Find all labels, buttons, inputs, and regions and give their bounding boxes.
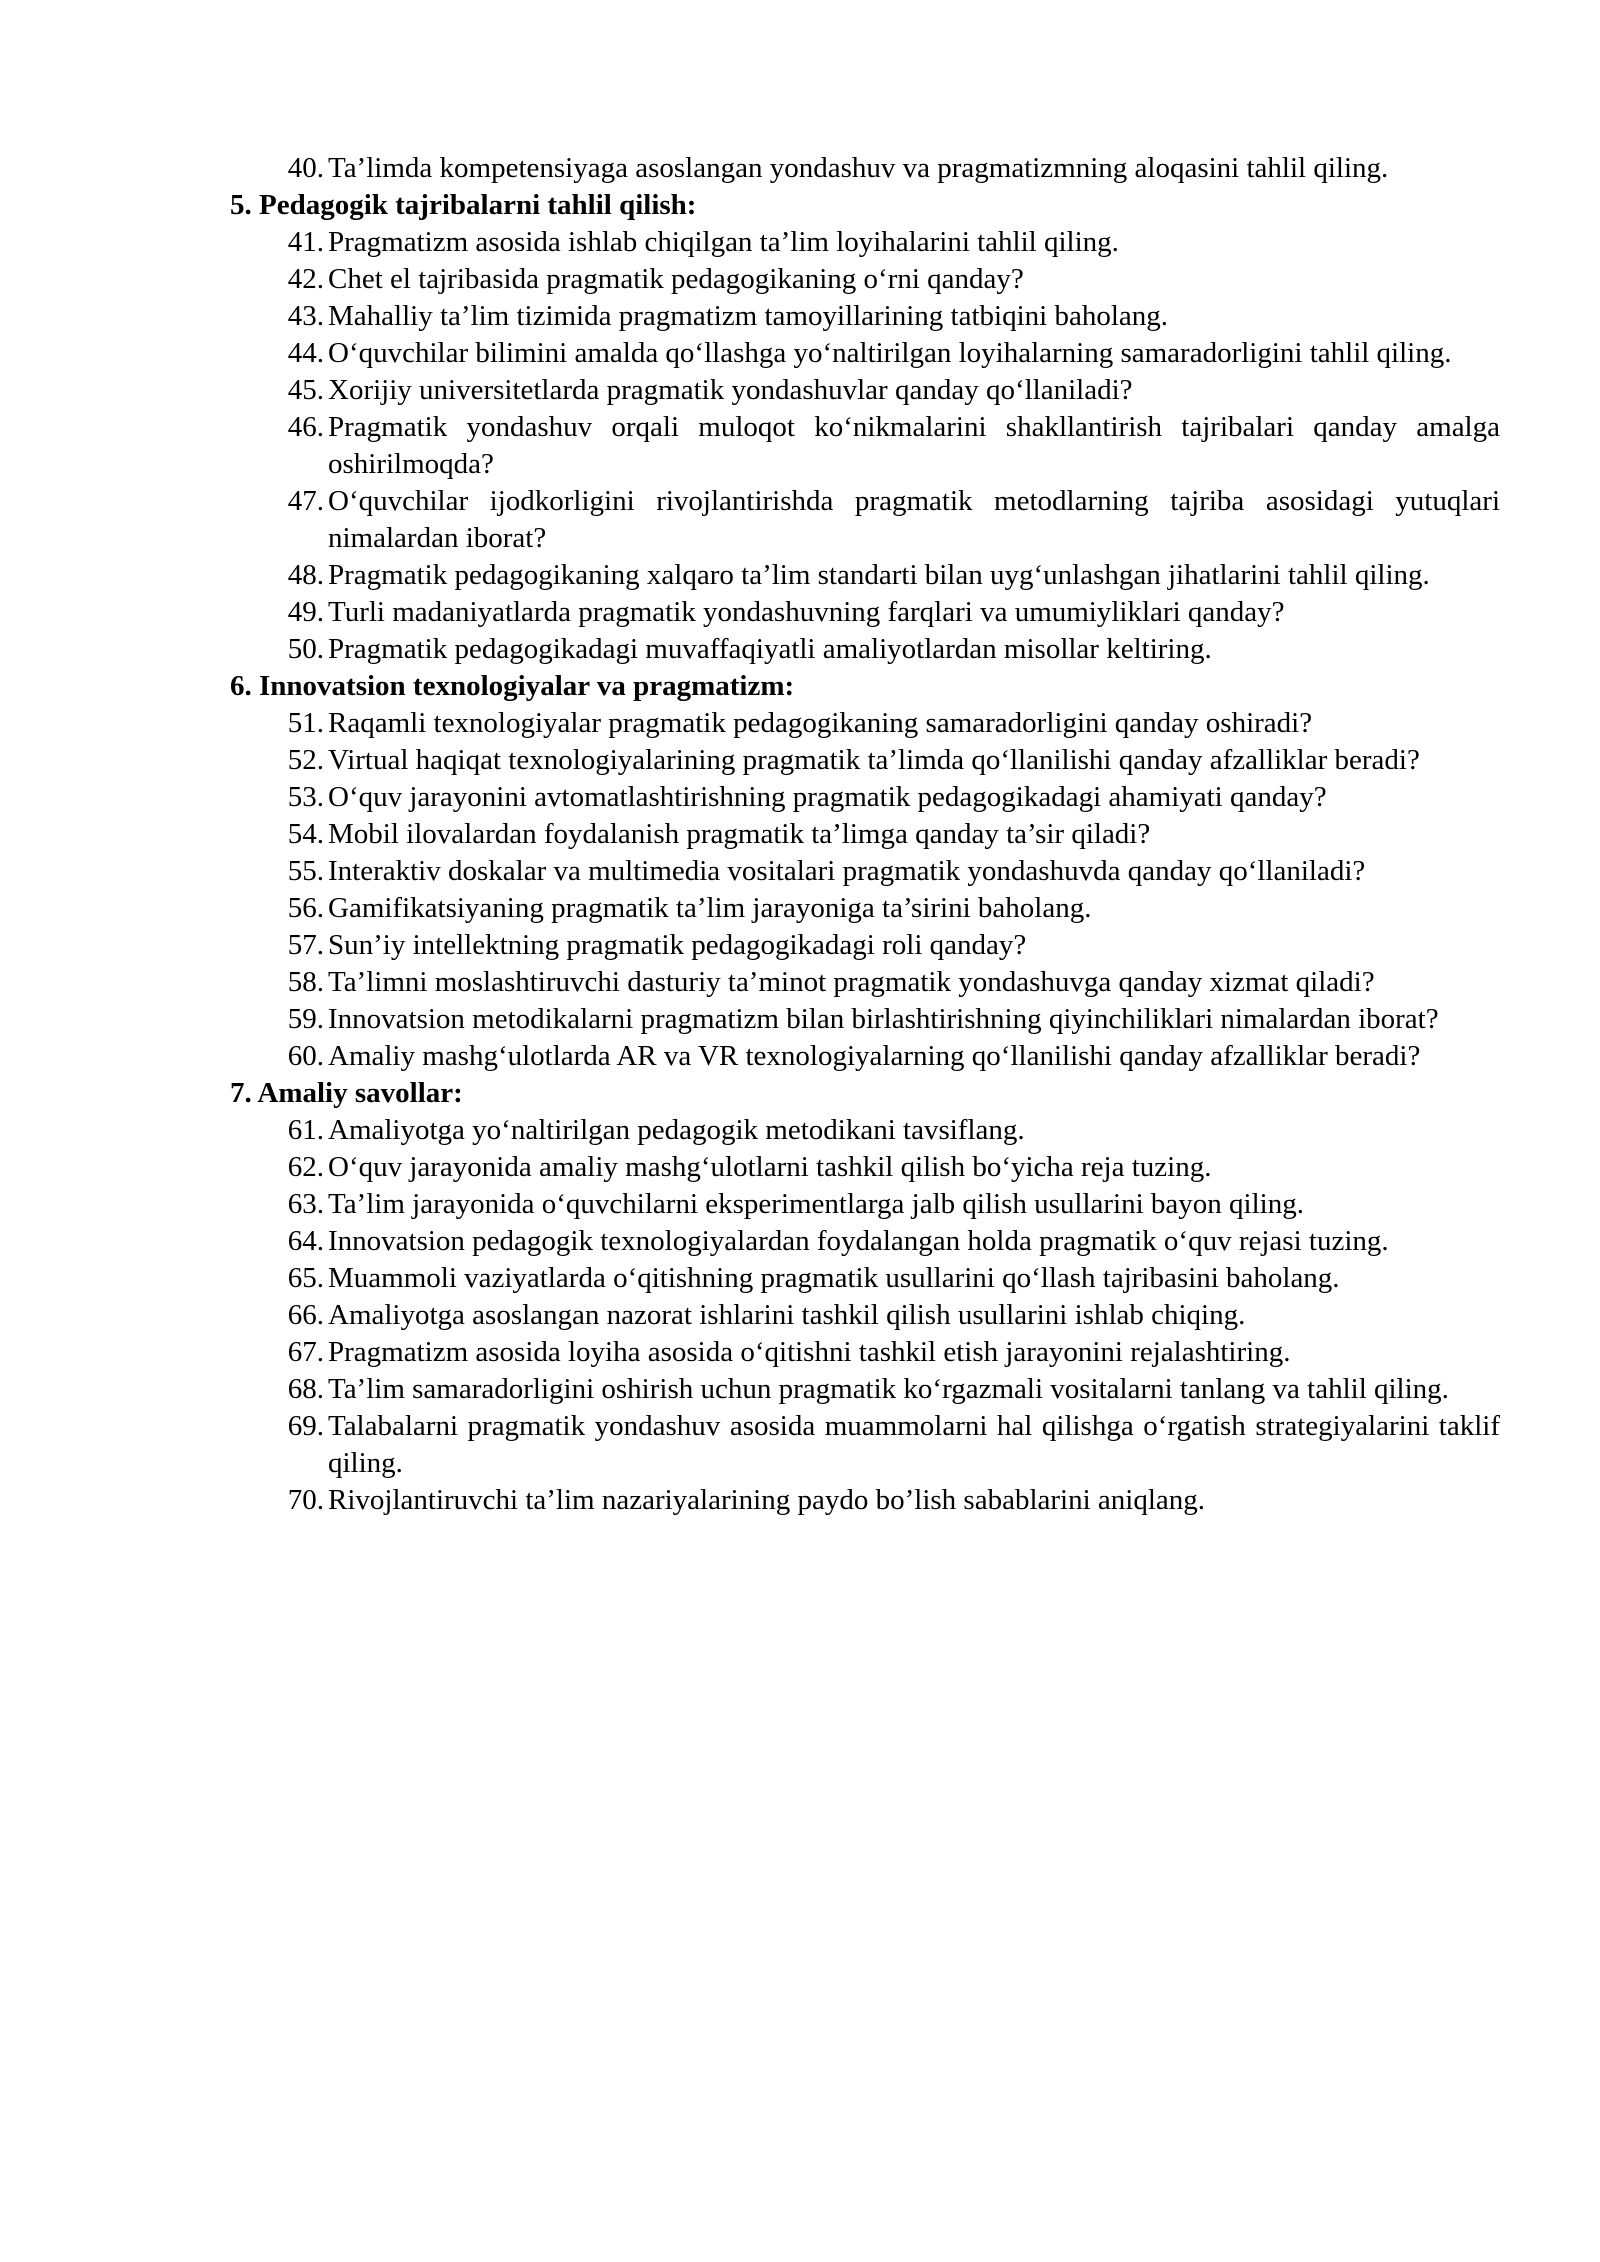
- item-number: 43.: [287, 300, 324, 332]
- item-number: 42.: [287, 263, 324, 295]
- list-item: [230, 816, 1500, 853]
- item-text: Amaliy mashg‘ulotlarda AR va VR texnologiyalarning qo‘llanilishi qanday afzalliklar beradi?: [328, 1040, 1421, 1072]
- item-text: O‘quv jarayonida amaliy mashg‘ulotlarni tashkil qilish bo‘yicha reja tuzing.: [328, 1151, 1212, 1183]
- section-innovatsion-texnologiyalar: [230, 668, 1500, 1075]
- list-item: [230, 1112, 1500, 1149]
- list-item: [230, 1186, 1500, 1223]
- item-number: 57.: [287, 929, 324, 961]
- item-number: 69.: [287, 1410, 324, 1442]
- item-text: O‘quv jarayonini avtomatlashtirishning pragmatik pedagogikadagi ahamiyati qanday?: [328, 781, 1327, 813]
- item-number: 58.: [287, 966, 324, 998]
- list-item: [230, 409, 1500, 483]
- list-item: [230, 890, 1500, 927]
- item-text: Talabalarni pragmatik yondashuv asosida muammolarni hal qilishga o‘rgatish strategiyalarini taklif qiling.: [328, 1410, 1500, 1479]
- item-text: Innovatsion metodikalarni pragmatizm bilan birlashtirishning qiyinchiliklari nimalardan iborat?: [328, 1003, 1439, 1035]
- list-item: [230, 1334, 1500, 1371]
- document-page: [230, 150, 1500, 1519]
- list-item: [230, 261, 1500, 298]
- item-number: 63.: [287, 1188, 324, 1220]
- item-text: Virtual haqiqat texnologiyalarining pragmatik ta’limda qo‘llanilishi qanday afzalliklar beradi?: [328, 744, 1420, 776]
- section-pedagogik-tajribalar: [230, 187, 1500, 668]
- item-number: 47.: [287, 485, 324, 517]
- item-number: 44.: [287, 337, 324, 369]
- section-heading: 7. Amaliy savollar:: [230, 1077, 463, 1109]
- list-item: [230, 594, 1500, 631]
- item-text: O‘quvchilar ijodkorligini rivojlantirishda pragmatik metodlarning tajriba asosidagi yutuqlari nimalardan iborat?: [328, 485, 1500, 554]
- item-text: Ta’limni moslashtiruvchi dasturiy ta’minot pragmatik yondashuvga qanday xizmat qiladi?: [328, 966, 1375, 998]
- item-number: 56.: [287, 892, 324, 924]
- item-text: Turli madaniyatlarda pragmatik yondashuvning farqlari va umumiyliklari qanday?: [328, 596, 1285, 628]
- item-number: 61.: [287, 1114, 324, 1146]
- item-text: Ta’limda kompetensiyaga asoslangan yondashuv va pragmatizmning aloqasini tahlil qiling.: [328, 152, 1389, 184]
- list-item: [230, 1149, 1500, 1186]
- item-number: 50.: [287, 633, 324, 665]
- item-text: Sun’iy intellektning pragmatik pedagogikadagi roli qanday?: [328, 929, 1027, 961]
- list-item: [230, 853, 1500, 890]
- question-list: [230, 224, 1500, 668]
- item-number: 67.: [287, 1336, 324, 1368]
- list-item: [230, 631, 1500, 668]
- list-item: [230, 742, 1500, 779]
- item-text: O‘quvchilar bilimini amalda qo‘llashga yo‘naltirilgan loyihalarning samaradorligini tahlil qiling.: [328, 337, 1452, 369]
- item-number: 60.: [287, 1040, 324, 1072]
- item-number: 48.: [287, 559, 324, 591]
- item-text: Muammoli vaziyatlarda o‘qitishning pragmatik usullarini qo‘llash tajribasini baholang.: [328, 1262, 1340, 1294]
- item-number: 54.: [287, 818, 324, 850]
- item-text: Pragmatizm asosida ishlab chiqilgan ta’lim loyihalarini tahlil qiling.: [328, 226, 1119, 258]
- list-item: [230, 1223, 1500, 1260]
- item-number: 51.: [287, 707, 324, 739]
- list-item: [230, 927, 1500, 964]
- item-text: Pragmatik yondashuv orqali muloqot ko‘nikmalarini shakllantirish tajribalari qanday amalga oshirilmoqda?: [328, 411, 1500, 480]
- section-heading: 5. Pedagogik tajribalarni tahlil qilish:: [230, 189, 697, 221]
- list-item: [230, 1408, 1500, 1482]
- list-item: [230, 1482, 1500, 1519]
- question-list: [230, 705, 1500, 1075]
- item-text: Pragmatizm asosida loyiha asosida o‘qitishni tashkil etish jarayonini rejalashtiring.: [328, 1336, 1291, 1368]
- item-number: 64.: [287, 1225, 324, 1257]
- item-number: 65.: [287, 1262, 324, 1294]
- question-block-continuation: [230, 150, 1500, 187]
- item-text: Ta’lim jarayonida o‘quvchilarni eksperimentlarga jalb qilish usullarini bayon qiling.: [328, 1188, 1304, 1220]
- item-number: 62.: [287, 1151, 324, 1183]
- item-number: 49.: [287, 596, 324, 628]
- list-item: [230, 483, 1500, 557]
- item-text: Mobil ilovalardan foydalanish pragmatik ta’limga qanday ta’sir qiladi?: [328, 818, 1151, 850]
- item-number: 59.: [287, 1003, 324, 1035]
- item-text: Mahalliy ta’lim tizimida pragmatizm tamoyillarining tatbiqini baholang.: [328, 300, 1168, 332]
- item-text: Amaliyotga yo‘naltirilgan pedagogik metodikani tavsiflang.: [328, 1114, 1025, 1146]
- item-text: Chet el tajribasida pragmatik pedagogikaning o‘rni qanday?: [328, 263, 1024, 295]
- list-item: [230, 705, 1500, 742]
- item-text: Rivojlantiruvchi ta’lim nazariyalarining paydo bo’lish sabablarini aniqlang.: [328, 1484, 1206, 1516]
- list-item: [230, 779, 1500, 816]
- list-item: [230, 372, 1500, 409]
- item-number: 55.: [287, 855, 324, 887]
- item-text: Amaliyotga asoslangan nazorat ishlarini tashkil qilish usullarini ishlab chiqing.: [328, 1299, 1246, 1331]
- item-text: Ta’lim samaradorligini oshirish uchun pragmatik ko‘rgazmali vositalarni tanlang va tahlil qiling.: [328, 1373, 1449, 1405]
- list-item: [230, 1038, 1500, 1075]
- question-list: [230, 1112, 1500, 1519]
- item-number: 46.: [287, 411, 324, 443]
- list-item: [230, 1371, 1500, 1408]
- item-text: Innovatsion pedagogik texnologiyalardan foydalangan holda pragmatik o‘quv rejasi tuzing.: [328, 1225, 1389, 1257]
- list-item: [230, 1001, 1500, 1038]
- section-amaliy-savollar: [230, 1075, 1500, 1519]
- list-item: [230, 298, 1500, 335]
- item-number: 70.: [287, 1484, 324, 1516]
- list-item: [230, 335, 1500, 372]
- item-text: Interaktiv doskalar va multimedia vositalari pragmatik yondashuvda qanday qo‘llaniladi?: [328, 855, 1366, 887]
- item-text: Gamifikatsiyaning pragmatik ta’lim jarayoniga ta’sirini baholang.: [328, 892, 1092, 924]
- list-item: [230, 224, 1500, 261]
- item-number: 66.: [287, 1299, 324, 1331]
- item-number: 45.: [287, 374, 324, 406]
- section-heading: 6. Innovatsion texnologiyalar va pragmatizm:: [230, 670, 795, 702]
- item-text: Pragmatik pedagogikaning xalqaro ta’lim standarti bilan uyg‘unlashgan jihatlarini tahlil qiling.: [328, 559, 1430, 591]
- item-number: 40.: [287, 152, 324, 184]
- item-text: Pragmatik pedagogikadagi muvaffaqiyatli amaliyotlardan misollar keltiring.: [328, 633, 1212, 665]
- item-number: 53.: [287, 781, 324, 813]
- list-item: [230, 150, 1500, 187]
- item-number: 68.: [287, 1373, 324, 1405]
- item-number: 41.: [287, 226, 324, 258]
- item-number: 52.: [287, 744, 324, 776]
- question-list: [230, 150, 1500, 187]
- list-item: [230, 1260, 1500, 1297]
- list-item: [230, 557, 1500, 594]
- list-item: [230, 964, 1500, 1001]
- item-text: Xorijiy universitetlarda pragmatik yondashuvlar qanday qo‘llaniladi?: [328, 374, 1133, 406]
- list-item: [230, 1297, 1500, 1334]
- item-text: Raqamli texnologiyalar pragmatik pedagogikaning samaradorligini qanday oshiradi?: [328, 707, 1313, 739]
